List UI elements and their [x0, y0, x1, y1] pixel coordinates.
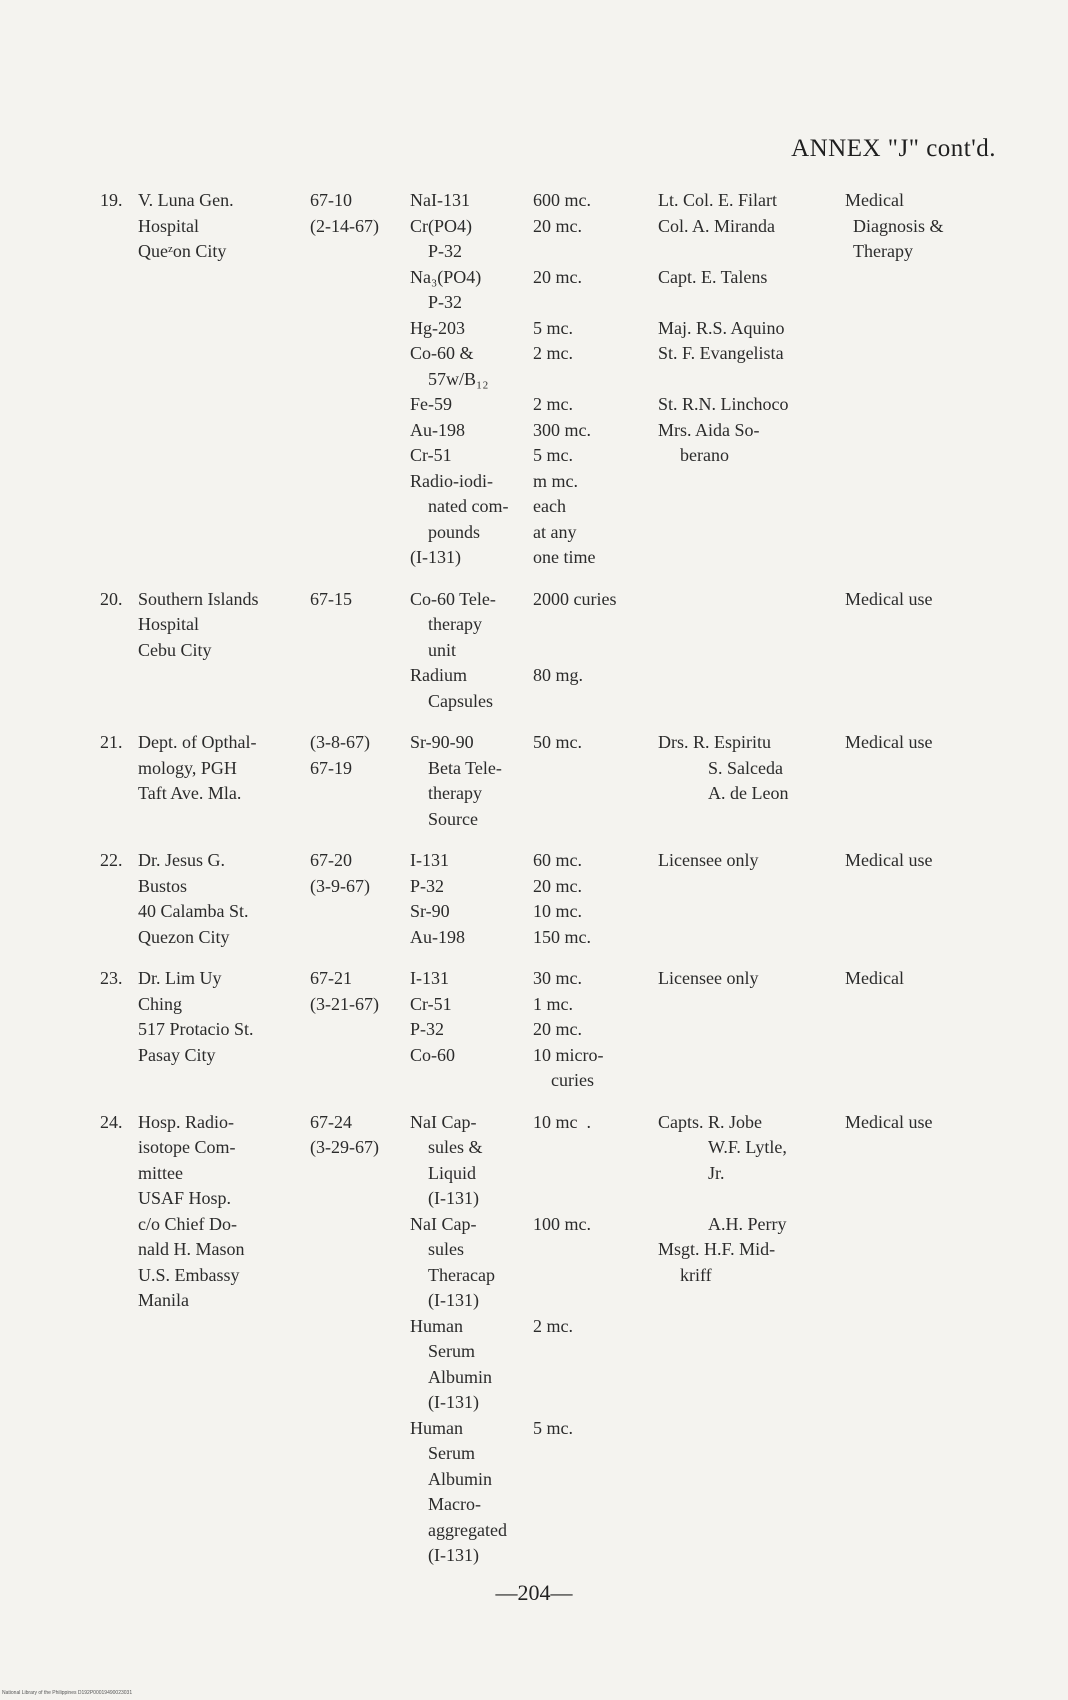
license-cell — [310, 587, 410, 715]
amount-line: 20 mc. — [533, 875, 582, 896]
amount-line: curies — [551, 1070, 594, 1090]
person-line: kriff — [680, 1264, 712, 1285]
entry-number: 22. — [100, 850, 123, 870]
isotope-line: therapy — [428, 614, 482, 634]
use-line: Medical — [845, 190, 904, 210]
license-number: 67-20 — [310, 850, 352, 870]
isotope-line: Radium — [410, 665, 467, 685]
person-line: Col. A. Miranda — [658, 215, 775, 236]
entry-number: 19. — [100, 190, 123, 210]
person-line: A. de Leon — [708, 783, 789, 803]
amount-line: at any — [533, 521, 577, 542]
license-date: (2-14-67) — [310, 215, 379, 236]
isotope-line: 57w/B₁₂ — [428, 368, 489, 389]
amount-line: 20 mc. — [533, 215, 582, 236]
amount-cell — [533, 848, 658, 950]
use-line: Therapy — [853, 241, 913, 261]
licensee-line: isotope Com- — [138, 1137, 236, 1157]
license-cell — [310, 730, 410, 832]
isotope-line: P-32 — [410, 1019, 445, 1039]
licensee-line: Hospital — [138, 215, 199, 236]
licensee-name: Dr. Lim Uy — [138, 968, 222, 988]
isotope-line: (I-131) — [428, 1545, 479, 1565]
amount-line: 300 mc. — [533, 419, 591, 440]
licensee-cell — [100, 966, 310, 1094]
amount-line — [533, 239, 658, 265]
license-date: (3-21-67) — [310, 993, 379, 1014]
license-cell — [310, 188, 410, 571]
licensee-line: Taft Ave. Mla. — [138, 783, 242, 803]
person-line: St. R.N. Linchoco — [658, 394, 789, 414]
amount-line: 150 mc. — [533, 926, 591, 947]
amount-line: 2 mc. — [533, 394, 573, 414]
use-line: Medical use — [845, 1111, 933, 1132]
isotope-line: Fe-59 — [410, 394, 452, 414]
isotope-line: pounds — [428, 521, 481, 542]
table-row — [100, 730, 980, 832]
table-row — [100, 587, 980, 715]
license-cell — [310, 848, 410, 950]
licensee-name: Dr. Jesus G. — [138, 850, 226, 870]
amount-line: 20 mc. — [533, 266, 582, 287]
licensee-line: c/o Chief Do- — [138, 1213, 237, 1234]
license-date: (3-29-67) — [310, 1137, 379, 1157]
personnel-cell — [658, 188, 845, 571]
licensee-name: Hosp. Radio- — [138, 1111, 234, 1132]
person-line: Jr. — [708, 1162, 725, 1183]
amount-line: 100 mc. — [533, 1213, 591, 1234]
isotope-line: (I-131) — [410, 547, 461, 567]
isotope-line: Source — [428, 808, 478, 829]
isotope-line: sules — [428, 1239, 464, 1259]
use-line: Diagnosis & — [853, 215, 944, 236]
amount-line: 20 mc. — [533, 1019, 582, 1039]
amount-line — [533, 290, 658, 316]
license-date: (3-8-67) — [310, 732, 370, 752]
isotope-line: Co-60 & — [410, 343, 474, 363]
isotope-line: Liquid — [428, 1162, 476, 1183]
license-table — [100, 188, 980, 1585]
amount-line: 30 mc. — [533, 968, 582, 988]
table-row — [100, 848, 980, 950]
licensee-line: USAF Hosp. — [138, 1188, 232, 1208]
person-line: Msgt. H.F. Mid- — [658, 1239, 776, 1259]
isotope-line: Capsules — [428, 690, 493, 711]
amount-cell — [533, 188, 658, 571]
isotope-line: NaI Cap- — [410, 1213, 477, 1234]
licensee-cell — [100, 730, 310, 832]
licensee-line: Ching — [138, 993, 183, 1014]
isotope-line: (I-131) — [428, 1290, 479, 1310]
licensee-name: Southern Islands — [138, 588, 259, 609]
isotope-line: I-131 — [410, 850, 449, 870]
licensee-cell — [100, 587, 310, 715]
entry-number: 21. — [100, 732, 123, 752]
license-date: (3-9-67) — [310, 875, 370, 896]
licensee-line: Bustos — [138, 875, 188, 896]
isotope-line: Sr-90 — [410, 901, 450, 921]
licensee-line: Queᶻon City — [138, 241, 227, 261]
isotope-line: Albumin — [428, 1366, 493, 1387]
archive-footnote: National Library of the Philippines D192P00019490023031 — [2, 1690, 133, 1696]
person-line — [658, 239, 845, 265]
isotope-line: Beta Tele- — [428, 757, 502, 778]
amount-line: 50 mc. — [533, 732, 582, 752]
person-line: Licensee only — [658, 968, 759, 988]
amount-line: 10 mc . — [533, 1111, 591, 1132]
isotope-line: Radio-iodi- — [410, 470, 493, 491]
isotope-line: NaI-131 — [410, 190, 470, 210]
licensee-line: nald H. Mason — [138, 1239, 245, 1259]
isotope-line: NaI Cap- — [410, 1111, 477, 1132]
isotope-line: Cr-51 — [410, 445, 452, 465]
use-line: Medical use — [845, 732, 933, 752]
use-line: Medical use — [845, 588, 933, 609]
license-cell — [310, 966, 410, 1094]
person-line: Capts. R. Jobe — [658, 1111, 763, 1132]
amount-cell — [533, 730, 658, 832]
license-cell — [310, 1110, 410, 1569]
amount-line: one time — [533, 547, 596, 567]
isotope-line: (I-131) — [428, 1392, 479, 1412]
isotope-line: Macro- — [428, 1494, 481, 1514]
license-number: 67-19 — [310, 757, 352, 778]
entry-number: 23. — [100, 968, 123, 988]
isotope-cell — [410, 730, 533, 832]
use-cell — [845, 587, 980, 715]
isotope-cell — [410, 188, 533, 571]
person-line: A.H. Perry — [708, 1213, 787, 1234]
licensee-line: U.S. Embassy — [138, 1264, 240, 1285]
licensee-line: 40 Calamba St. — [138, 901, 249, 921]
isotope-line: aggregated — [428, 1519, 507, 1540]
isotope-line: Cr(PO4) — [410, 215, 472, 236]
licensee-cell — [100, 848, 310, 950]
licensee-line: mittee — [138, 1162, 183, 1183]
license-number: 67-24 — [310, 1111, 352, 1132]
amount-line: 2 mc. — [533, 343, 573, 363]
licensee-cell — [100, 1110, 310, 1569]
person-line: Lt. Col. E. Filart — [658, 190, 777, 210]
isotope-cell — [410, 848, 533, 950]
isotope-line: nated com- — [428, 496, 509, 516]
amount-cell — [533, 587, 658, 715]
isotope-line: Sr-90-90 — [410, 732, 474, 752]
amount-line: 5 mc. — [533, 1417, 573, 1438]
entry-number: 24. — [100, 1111, 123, 1132]
license-number: 67-15 — [310, 588, 352, 609]
isotope-cell — [410, 966, 533, 1094]
isotope-line: Na₃(PO4) — [410, 266, 482, 287]
amount-line: each — [533, 496, 566, 516]
person-line: St. F. Evangelista — [658, 343, 784, 363]
person-line: S. Salceda — [708, 757, 783, 778]
person-line: Licensee only — [658, 850, 759, 870]
isotope-line: Hg-203 — [410, 317, 465, 338]
personnel-cell — [658, 848, 845, 950]
licensee-line: 517 Protacio St. — [138, 1019, 254, 1039]
table-row — [100, 966, 980, 1094]
person-line: Drs. R. Espiritu — [658, 732, 772, 752]
table-row — [100, 188, 980, 571]
isotope-line: unit — [428, 639, 457, 660]
isotope-line: Theracap — [428, 1264, 495, 1285]
amount-line: 2 mc. — [533, 1315, 573, 1336]
amount-line: 5 mc. — [533, 317, 573, 338]
isotope-cell — [410, 587, 533, 715]
isotope-line: Co-60 Tele- — [410, 588, 496, 609]
isotope-line: Cr-51 — [410, 993, 452, 1014]
licensee-line: Manila — [138, 1290, 189, 1310]
licensee-cell — [100, 188, 310, 571]
personnel-cell — [658, 966, 845, 1094]
license-number: 67-21 — [310, 968, 352, 988]
personnel-cell — [658, 730, 845, 832]
use-cell — [845, 730, 980, 832]
licensee-name: V. Luna Gen. — [138, 190, 234, 210]
isotope-line: P-32 — [428, 241, 463, 261]
amount-cell — [533, 1110, 658, 1569]
amount-line — [533, 367, 658, 393]
licensee-name: Dept. of Opthal- — [138, 732, 257, 752]
isotope-line: therapy — [428, 783, 482, 803]
annex-header: ANNEX "J" cont'd. — [791, 135, 996, 162]
personnel-cell — [658, 1110, 845, 1569]
isotope-line: P-32 — [428, 292, 463, 312]
licensee-line: Quezon City — [138, 926, 230, 947]
isotope-line: Au-198 — [410, 926, 465, 947]
use-cell — [845, 1110, 980, 1569]
licensee-line: Pasay City — [138, 1044, 216, 1065]
license-number: 67-10 — [310, 190, 352, 210]
isotope-line: Human — [410, 1315, 463, 1336]
page-number: —204— — [495, 1580, 573, 1605]
table-row — [100, 1110, 980, 1569]
isotope-line: Co-60 — [410, 1044, 455, 1065]
use-cell — [845, 848, 980, 950]
isotope-line: (I-131) — [428, 1188, 479, 1208]
use-cell — [845, 966, 980, 1094]
person-line: W.F. Lytle, — [708, 1137, 787, 1157]
person-line: berano — [680, 445, 729, 465]
licensee-line: Hospital — [138, 614, 199, 634]
use-line: Medical — [845, 968, 904, 988]
personnel-cell — [658, 587, 845, 715]
person-line: Mrs. Aida So- — [658, 419, 760, 440]
isotope-line: Au-198 — [410, 419, 465, 440]
isotope-line: I-131 — [410, 968, 449, 988]
amount-line: 80 mg. — [533, 665, 584, 685]
person-line: Capt. E. Talens — [658, 266, 768, 287]
person-line — [658, 367, 845, 393]
isotope-cell — [410, 1110, 533, 1569]
entry-number: 20. — [100, 588, 123, 609]
amount-line: 600 mc. — [533, 190, 591, 210]
isotope-line: Human — [410, 1417, 463, 1438]
licensee-line: mology, PGH — [138, 757, 237, 778]
isotope-line: Albumin — [428, 1468, 493, 1489]
amount-line: 10 micro- — [533, 1044, 604, 1065]
person-line — [658, 290, 845, 316]
amount-line: m mc. — [533, 470, 578, 491]
amount-line: 1 mc. — [533, 993, 573, 1014]
amount-line: 60 mc. — [533, 850, 582, 870]
person-line: Maj. R.S. Aquino — [658, 317, 785, 338]
use-line: Medical use — [845, 850, 933, 870]
isotope-line: sules & — [428, 1137, 483, 1157]
isotope-line: Serum — [428, 1443, 475, 1463]
isotope-line: Serum — [428, 1341, 475, 1361]
amount-cell — [533, 966, 658, 1094]
amount-line: 10 mc. — [533, 901, 582, 921]
use-cell — [845, 188, 980, 571]
licensee-line: Cebu City — [138, 639, 212, 660]
amount-line: 5 mc. — [533, 445, 573, 465]
amount-line: 2000 curies — [533, 588, 617, 609]
isotope-line: P-32 — [410, 875, 445, 896]
